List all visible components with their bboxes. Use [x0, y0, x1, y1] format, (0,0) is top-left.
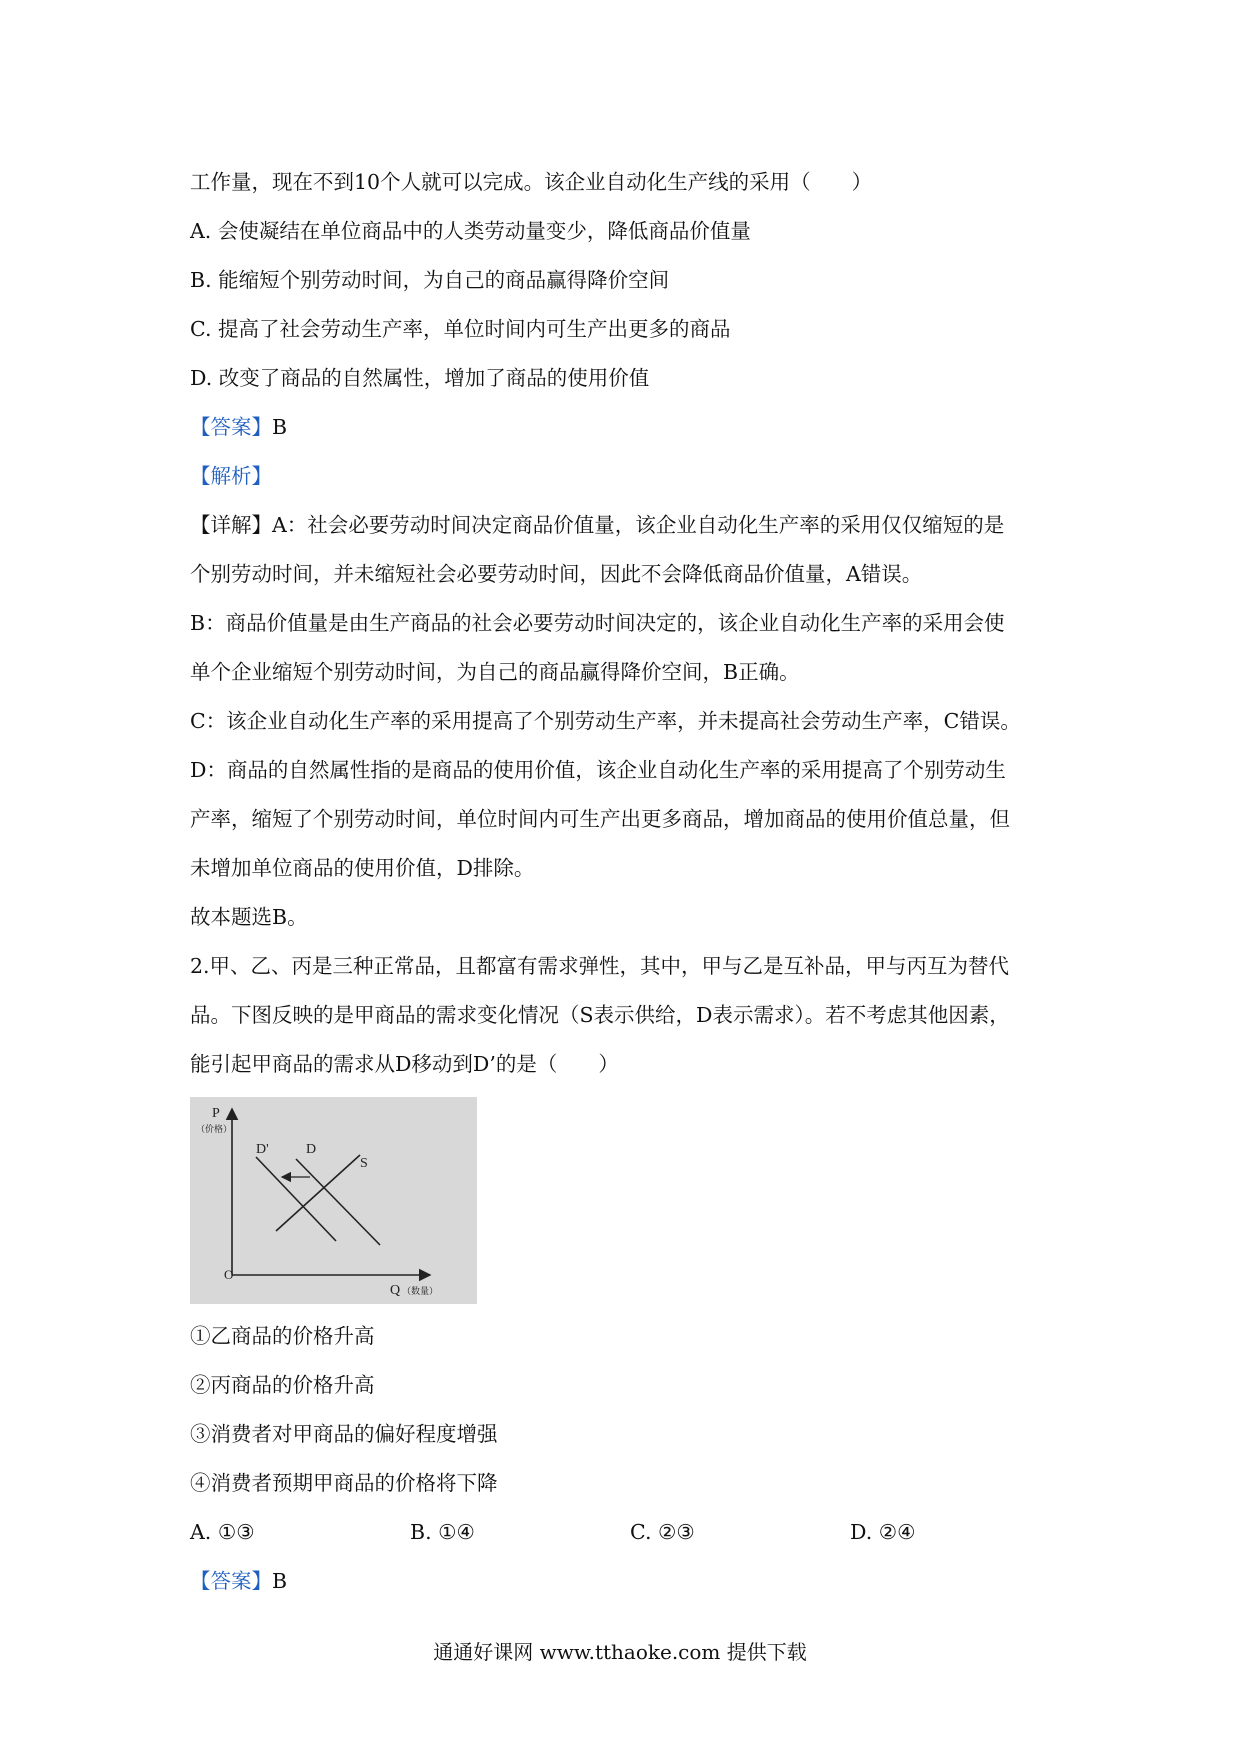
q1-detail-line-4: 单个企业缩短个别劳动时间，为自己的商品赢得降价空间，B正确。 [190, 660, 800, 684]
demand-curve-d-prime [256, 1157, 336, 1241]
q1-option-b: B. 能缩短个别劳动时间，为自己的商品赢得降价空间 [190, 268, 670, 292]
q2-answer-value: B [272, 1569, 288, 1593]
q1-answer [190, 403, 1070, 452]
q1-detail-label: 【详解】 [190, 513, 272, 537]
q2-item-1: ①乙商品的价格升高 [190, 1324, 375, 1348]
q2-choice-a: A. ①③ [190, 1520, 255, 1544]
supply-demand-graph [190, 1097, 477, 1304]
q1-detail-line-8: 未增加单位商品的使用价值，D排除。 [190, 856, 535, 880]
q2-stem-line-3: 能引起甲商品的需求从D移动到D’的是（ ） [190, 1052, 619, 1076]
q1-detail-line-5: C：该企业自动化生产率的采用提高了个别劳动生产率，并未提高社会劳动生产率，C错误。 [190, 709, 1021, 733]
q2-item-3: ③消费者对甲商品的偏好程度增强 [190, 1422, 498, 1446]
supply-demand-svg [190, 1097, 477, 1304]
q1-answer-value: B [272, 415, 288, 439]
q1-answer-label: 【答案】 [190, 415, 272, 439]
q2-choice-c: C. ②③ [630, 1520, 695, 1544]
q2-stem-line-2: 品。下图反映的是甲商品的需求变化情况（S表示供给，D表示需求）。若不考虑其他因素， [190, 1003, 1010, 1027]
y-axis-sub: （价格） [196, 1125, 233, 1135]
q1-detail-line-3: B：商品价值量是由生产商品的社会必要劳动时间决定的，该企业自动化生产率的采用会使 [190, 611, 1005, 635]
q1-detail-line-7: 产率，缩短了个别劳动时间，单位时间内可生产出更多商品，增加商品的使用价值总量，但 [190, 807, 1010, 831]
curve-d-prime-label: D' [256, 1142, 269, 1157]
y-axis-label: P [212, 1106, 220, 1121]
q1-detail-line-6: D：商品的自然属性指的是商品的使用价值，该企业自动化生产率的采用提高了个别劳动生 [190, 758, 1006, 782]
q2-choices [190, 1508, 1070, 1557]
q2-item-4: ④消费者预期甲商品的价格将下降 [190, 1471, 498, 1495]
q2-answer-label: 【答案】 [190, 1569, 272, 1593]
curve-s-label: S [360, 1156, 368, 1171]
q1-stem-tail: 工作量，现在不到10个人就可以完成。该企业自动化生产线的采用（ ） [190, 170, 873, 194]
q1-option-c: C. 提高了社会劳动生产率，单位时间内可生产出更多的商品 [190, 317, 731, 341]
q2-items [190, 1312, 1070, 1508]
q1-option-d: D. 改变了商品的自然属性，增加了商品的使用价值 [190, 366, 650, 390]
x-axis-label: Q [390, 1283, 401, 1298]
q1-detail-text-1: A：社会必要劳动时间决定商品价值量，该企业自动化生产率的采用仅仅缩短的是 [272, 513, 1005, 537]
q2-stem-line-1: 2.甲、乙、丙是三种正常品，且都富有需求弹性，其中，甲与乙是互补品，甲与丙互为替代 [190, 954, 1010, 978]
q1-conclusion: 故本题选B。 [190, 905, 308, 929]
origin-label: O [224, 1267, 234, 1282]
curve-d-label: D [306, 1142, 317, 1157]
q2-answer [190, 1557, 1070, 1606]
q1-analysis-label: 【解析】 [190, 464, 272, 488]
q2-choice-b: B. ①④ [410, 1520, 475, 1544]
q1-option-a: A. 会使凝结在单位商品中的人类劳动量变少，降低商品价值量 [190, 219, 751, 243]
supply-curve-s [276, 1155, 360, 1231]
page-footer: 通通好课网 www.tthaoke.com 提供下载 [433, 1640, 807, 1664]
q2-item-2: ②丙商品的价格升高 [190, 1373, 375, 1397]
document-body [190, 158, 1070, 1606]
q1-detail-line-1 [190, 501, 1070, 550]
q1-detail-line-2: 个别劳动时间，并未缩短社会必要劳动时间，因此不会降低商品价值量，A错误。 [190, 562, 923, 586]
q2-choice-d: D. ②④ [850, 1520, 916, 1544]
x-axis-sub: （数量） [402, 1287, 439, 1297]
